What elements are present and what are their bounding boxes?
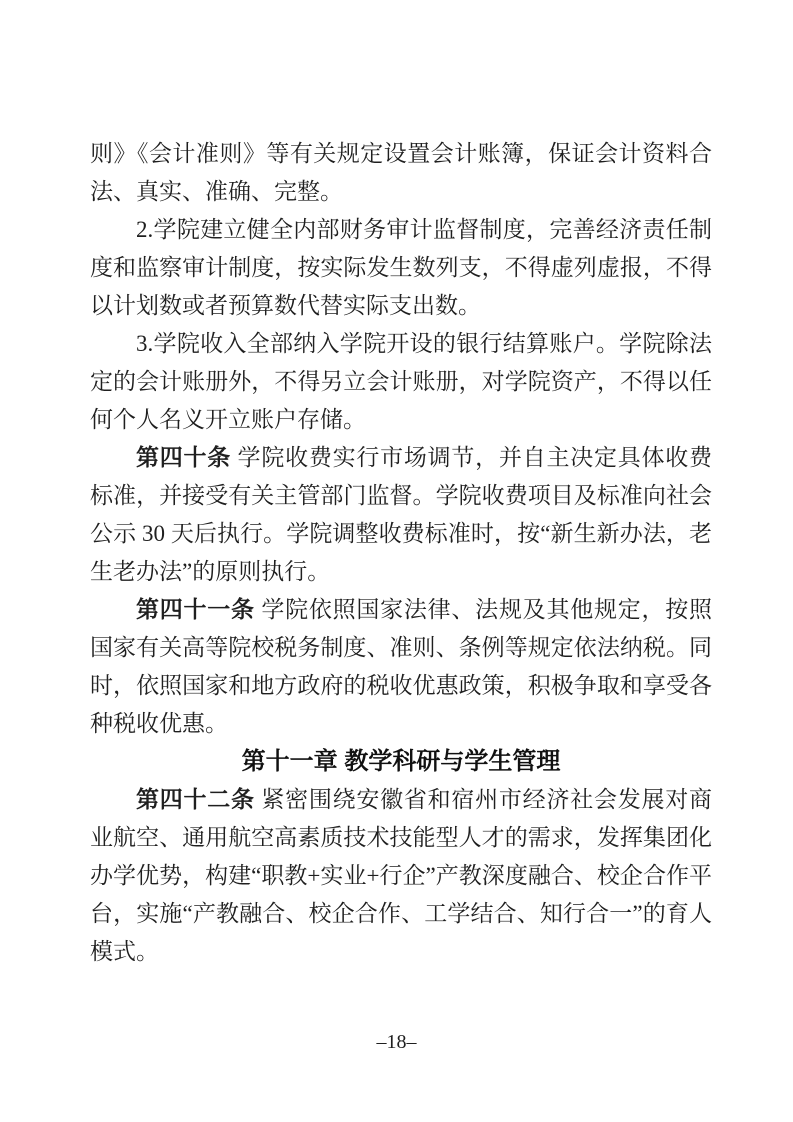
paragraph	[90, 439, 712, 591]
document-body	[90, 135, 712, 971]
paragraph	[90, 781, 712, 971]
paragraph	[90, 211, 712, 325]
paragraph-text: 学院收费实行市场调节，并自主决定具体收费标准，并接受有关主管部门监督。学院收费项目及标准向社会公示 30 天后执行。学院调整收费标准时，按“新生新办法，老生老办法”的原则执行。	[90, 445, 713, 584]
paragraph	[90, 325, 712, 439]
paragraph-text: 3.学院收入全部纳入学院开设的银行结算账户。学院除法定的会计账册外，不得另立会计账册，对学院资产，不得以任何个人名义开立账户存储。	[90, 331, 712, 432]
chapter-heading: 第十一章 教学科研与学生管理	[241, 748, 561, 775]
paragraph-text: 2.学院建立健全内部财务审计监督制度，完善经济责任制度和监察审计制度，按实际发生数列支，不得虚列虚报，不得以计划数或者预算数代替实际支出数。	[90, 217, 712, 318]
paragraph-text: 学院依照国家法律、法规及其他规定，按照国家有关高等院校税务制度、准则、条例等规定依法纳税。同时，依照国家和地方政府的税收优惠政策，积极争取和享受各种税收优惠。	[90, 597, 713, 736]
paragraph-text: 紧密围绕安徽省和宿州市经济社会发展对商业航空、通用航空高素质技术技能型人才的需求，发挥集团化办学优势，构建“职教+实业+行企”产教深度融合、校企合作平台，实施“产教融合、校企合作、工学结合、知行合一”的育人模式。	[90, 787, 713, 964]
paragraph	[90, 591, 712, 743]
paragraph	[90, 135, 712, 211]
paragraph-text: 则》《会计准则》等有关规定设置会计账簿，保证会计资料合法、真实、准确、完整。	[90, 141, 712, 204]
article-number-label: 第四十二条	[136, 787, 255, 812]
article-number-label: 第四十一条	[136, 597, 255, 622]
article-number-label: 第四十条	[136, 445, 232, 470]
page-number: –18–	[376, 1031, 417, 1053]
